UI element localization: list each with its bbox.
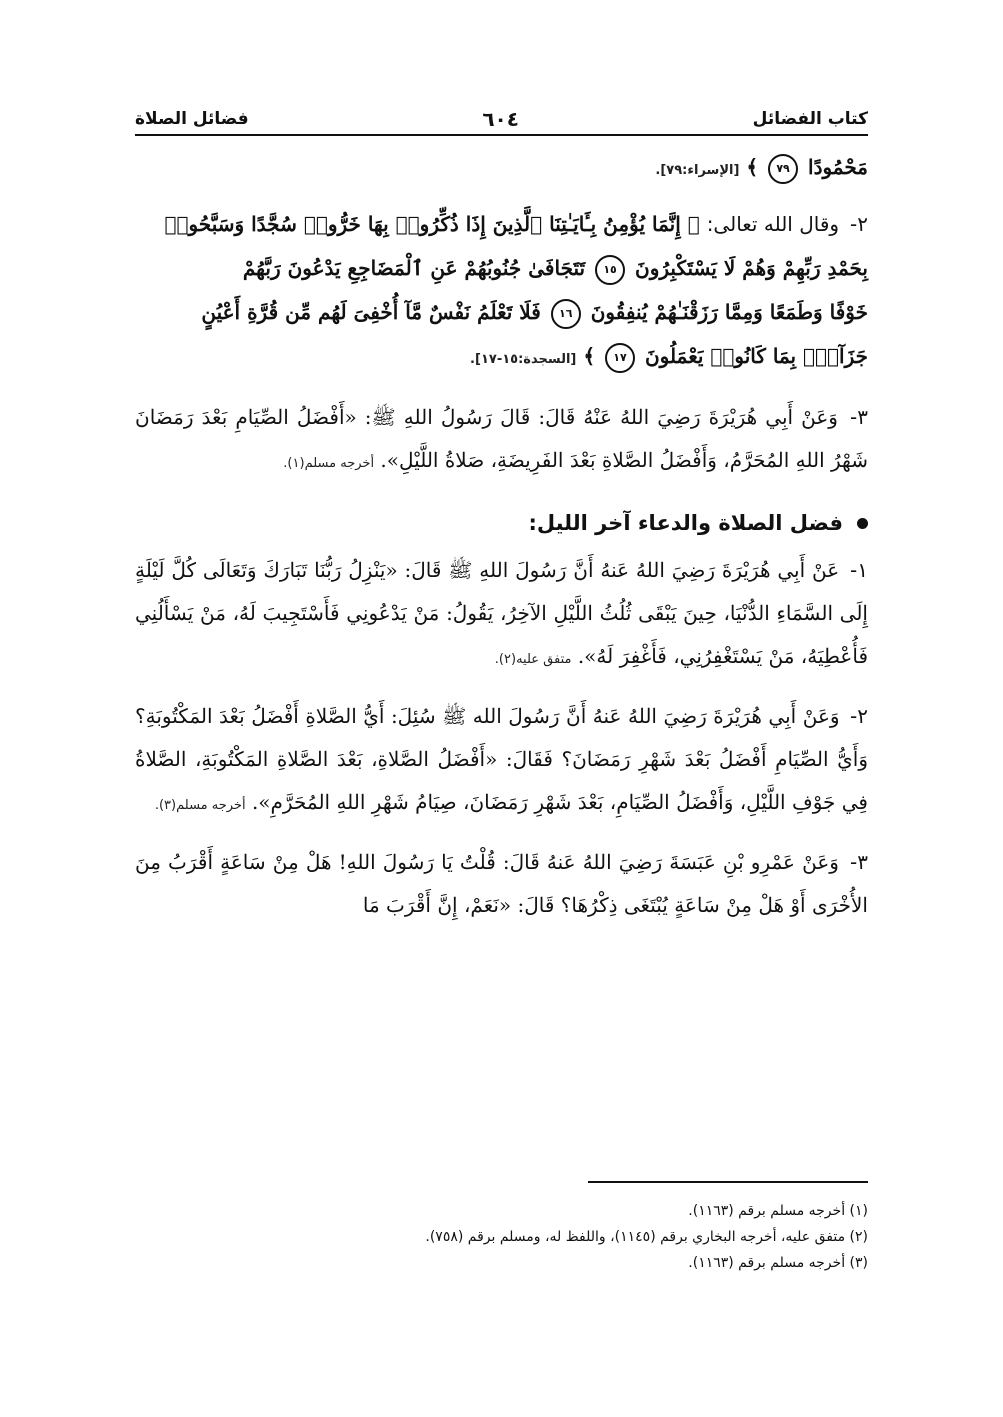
hadith-source: أخرجه مسلم xyxy=(176,798,246,813)
verse-reference: [السجدة:١٥-١٧]. xyxy=(470,352,577,367)
hadith-source: أخرجه مسلم xyxy=(304,456,375,471)
bullet-icon xyxy=(857,518,868,529)
footnote-ref: (٢). xyxy=(494,652,517,667)
quran-text: تَتَجَافَىٰ جُنُوبُهُمْ عَنِ ٱلْمَضَاجِعِ يَدْعُونَ رَبَّهُمْ xyxy=(242,256,586,280)
quran-text: جَزَآءًۢ بِمَا كَانُوا۟ يَعْمَلُونَ xyxy=(644,344,868,368)
footnote-ref: (٣). xyxy=(154,798,177,813)
ayah-number-mark: ١٧ xyxy=(605,343,635,373)
section-heading xyxy=(135,511,868,535)
hadith-text: عَنْ أَبِي هُرَيْرَةَ رَضِيَ اللهُ عَنهُ أَنَّ رَسُولَ اللهِ ﷺ قَالَ: «يَنْزِلُ رَبُّنَا تَبَارَكَ وَتَعَالَى كُلَّ لَيْلَةٍ إِلَى السَّمَاءِ الدُّنْيَا، حِينَ يَبْقَى ثُلُثُ اللَّيْلِ الآخِرُ، يَقُولُ: مَنْ يَدْعُونِي فَأَسْتَجِيبَ لَهُ، مَنْ يَسْأَلُنِي فَأُعْطِيَهُ، مَنْ يَسْتَغْفِرُنِي، فَأَغْفِرَ لَهُ». xyxy=(135,558,868,668)
verse-continuation: مَحْمُودًا ٧٩ ﴾ [الإسراء:٧٩]. xyxy=(135,150,868,188)
quran-text: ﴿ إِنَّمَا يُؤْمِنُ بِـَٔايَـٰتِنَا ٱلَّذِينَ إِذَا ذُكِّرُوا۟ بِهَا خَرُّوا۟ سُجَّدًا وَسَبَّحُوا۟ xyxy=(164,212,700,236)
item-number: ٢- xyxy=(850,212,868,236)
section-title-text: فضل الصلاة والدعاء آخر الليل: xyxy=(528,511,843,535)
hadith-text: وَعَنْ أَبِي هُرَيْرَةَ رَضِيَ اللهُ عَنهُ أَنَّ رَسُولَ الله ﷺ سُئِلَ: أَيُّ الصَّلاةِ أَفْضَلُ بَعْدَ المَكْتُوبَةِ؟ وَأَيُّ الصِّيَامِ أَفْضَلُ بَعْدَ شَهْرِ رَمَضَانَ؟ فَقَالَ: «أَفْضَلُ الصَّلاةِ، بَعْدَ الصَّلاةِ المَكْتُوبَةِ، الصَّلاةُ فِي جَوْفِ اللَّيْلِ، وَأَفْضَلُ الصِّيَامِ، بَعْدَ شَهْرِ رَمَضَانَ، صِيَامُ شَهْرِ اللهِ المُحَرَّمِ». xyxy=(135,704,868,814)
item-intro: وقال الله تعالى: xyxy=(706,212,840,236)
item-number: ١- xyxy=(850,558,868,582)
hadith-item xyxy=(135,841,868,927)
hadith-item xyxy=(135,396,868,485)
verse-reference: [الإسراء:٧٩]. xyxy=(655,163,740,178)
footnote-ref: (١). xyxy=(283,456,305,471)
quran-text: فَلَا تَعْلَمُ نَفْسٌ مَّآ أُخْفِىَ لَهُم مِّن قُرَّةِ أَعْيُنٍ xyxy=(201,300,541,324)
header-book-title: كتاب الفضائل xyxy=(752,109,868,129)
hadith-paragraph xyxy=(135,549,868,681)
quran-citation-item xyxy=(135,202,868,382)
header-rule xyxy=(135,134,868,136)
quran-line-4: جَزَآءًۢ بِمَا كَانُوا۟ يَعْمَلُونَ ١٧ ﴾ [السجدة:١٥-١٧]. xyxy=(135,334,868,382)
item-number: ٣- xyxy=(850,850,868,874)
ayah-number-mark: ١٦ xyxy=(551,299,581,329)
footnotes xyxy=(135,1198,868,1276)
page-number: ٦٠٤ xyxy=(482,107,519,131)
item-number: ٢- xyxy=(850,704,868,728)
header-chapter-title: فضائل الصلاة xyxy=(135,109,249,129)
footnote: (١) أخرجه مسلم برقم (١١٦٣). xyxy=(688,1203,868,1219)
page-content xyxy=(135,150,868,927)
ayah-number-mark: ١٥ xyxy=(595,255,625,285)
footnote-rule xyxy=(588,1181,868,1183)
page-header xyxy=(135,100,868,138)
hadith-source: متفق عليه xyxy=(516,652,572,667)
hadith-paragraph xyxy=(135,396,868,485)
hadith-text: وَعَنْ أَبِي هُرَيْرَةَ رَضِيَ اللهُ عَنْهُ قَالَ: قَالَ رَسُولُ اللهِ ﷺ: «أَفْضَلُ الصِّيَامِ بَعْدَ رَمَضَانَ شَهْرُ اللهِ المُحَرَّمُ، وَأَفْضَلُ الصَّلاةِ بَعْدَ الفَرِيضَةِ، صَلاةُ اللَّيْلِ». xyxy=(135,405,868,472)
quran-line-1 xyxy=(135,202,868,246)
hadith-item xyxy=(135,549,868,681)
hadith-item xyxy=(135,695,868,827)
quran-text: خَوْفًا وَطَمَعًا وَمِمَّا رَزَقْنَـٰهُمْ يُنفِقُونَ xyxy=(590,300,868,324)
quran-line-3 xyxy=(135,290,868,334)
footnote: (٣) أخرجه مسلم برقم (١١٦٣). xyxy=(688,1255,868,1271)
hadith-paragraph xyxy=(135,695,868,827)
quran-text: بِحَمْدِ رَبِّهِمْ وَهُمْ لَا يَسْتَكْبِرُونَ xyxy=(635,256,868,280)
ayah-number-mark: ٧٩ xyxy=(768,154,798,184)
hadith-paragraph xyxy=(135,841,868,927)
footnote: (٢) متفق عليه، أخرجه البخاري برقم (١١٤٥)، واللفظ له، ومسلم برقم (٧٥٨). xyxy=(425,1229,868,1245)
item-number: ٣- xyxy=(850,405,868,429)
quran-line-2 xyxy=(135,246,868,290)
verse-text: مَحْمُودًا xyxy=(808,155,868,179)
hadith-text: وَعَنْ عَمْرِو بْنِ عَبَسَةَ رَضِيَ اللهُ عَنهُ قَالَ: قُلْتُ يَا رَسُولَ اللهِ! هَلْ مِنْ سَاعَةٍ أَقْرَبُ مِنَ الأُخْرَى أَوْ هَلْ مِنْ سَاعَةٍ يُبْتَغَى ذِكْرُهَا؟ قَالَ: «نَعَمْ، إِنَّ أَقْرَبَ مَا xyxy=(135,850,868,917)
